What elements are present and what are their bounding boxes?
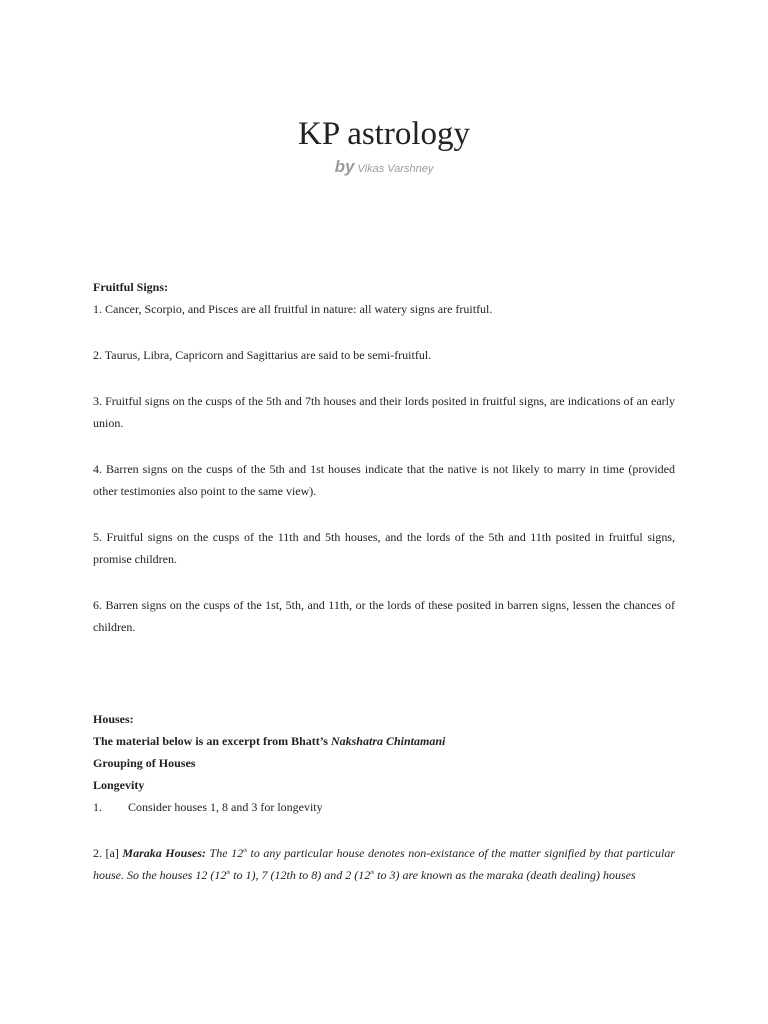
maraka-text-3: to 1), 7 (12th to 8) and 2 (12	[230, 868, 371, 882]
maraka-term: Maraka Houses:	[122, 846, 206, 860]
maraka-houses-paragraph	[93, 842, 675, 886]
maraka-sup-1: th	[243, 849, 247, 854]
item-text: Consider houses 1, 8 and 3 for longevity	[128, 800, 323, 814]
byline	[0, 157, 768, 179]
byline-prefix: by	[334, 157, 355, 176]
excerpt-source: Nakshatra Chintamani	[330, 734, 446, 748]
document-title: KP astrology	[297, 116, 471, 152]
maraka-sup-3: th	[370, 871, 375, 876]
longevity-item-1	[93, 796, 675, 818]
maraka-prefix: 2. [a]	[93, 846, 123, 860]
fruitful-signs-item-2: 2. Taurus, Libra, Capricorn and Sagittarius are said to be semi-fruitful.	[93, 348, 432, 362]
fruitful-signs-item-1: 1. Cancer, Scorpio, and Pisces are all fruitful in nature: all watery signs are fruitful.	[93, 302, 493, 316]
author-name: Vikas Varshney	[357, 163, 434, 175]
fruitful-signs-heading: Fruitful Signs:	[93, 280, 169, 294]
item-number: 1.	[93, 800, 102, 814]
fruitful-signs-item-3: 3. Fruitful signs on the cusps of the 5th and 7th houses and their lords posited in fruitful signs, are indications of an early union.	[93, 394, 675, 430]
fruitful-signs-item-4: 4. Barren signs on the cusps of the 5th and 1st houses indicate that the native is not likely to marry in time (provided other testimonies also point to the same view).	[93, 462, 675, 498]
document-body	[93, 276, 675, 886]
longevity-heading: Longevity	[93, 778, 145, 792]
excerpt-prefix: The material below is an excerpt from Bhatt’s	[93, 734, 331, 748]
maraka-text-2: to any particular house denotes non-existance of the matter signified by that particular house. So the houses 12 (12	[93, 846, 676, 882]
grouping-heading: Grouping of Houses	[93, 756, 196, 770]
fruitful-signs-item-6: 6. Barren signs on the cusps of the 1st, 5th, and 11th, or the lords of these posited in barren signs, lessen the chances of children.	[93, 598, 675, 634]
title-block	[0, 112, 768, 179]
excerpt-line	[93, 730, 675, 752]
maraka-text-4: to 3) are known as the maraka (death dealing) houses	[374, 868, 636, 882]
fruitful-signs-item-5: 5. Fruitful signs on the cusps of the 11th and 5th houses, and the lords of the 5th and 11th posited in fruitful signs, promise children.	[93, 530, 675, 566]
maraka-text-1: The 12	[205, 846, 244, 860]
maraka-sup-2: th	[226, 871, 231, 876]
houses-heading: Houses:	[93, 712, 134, 726]
